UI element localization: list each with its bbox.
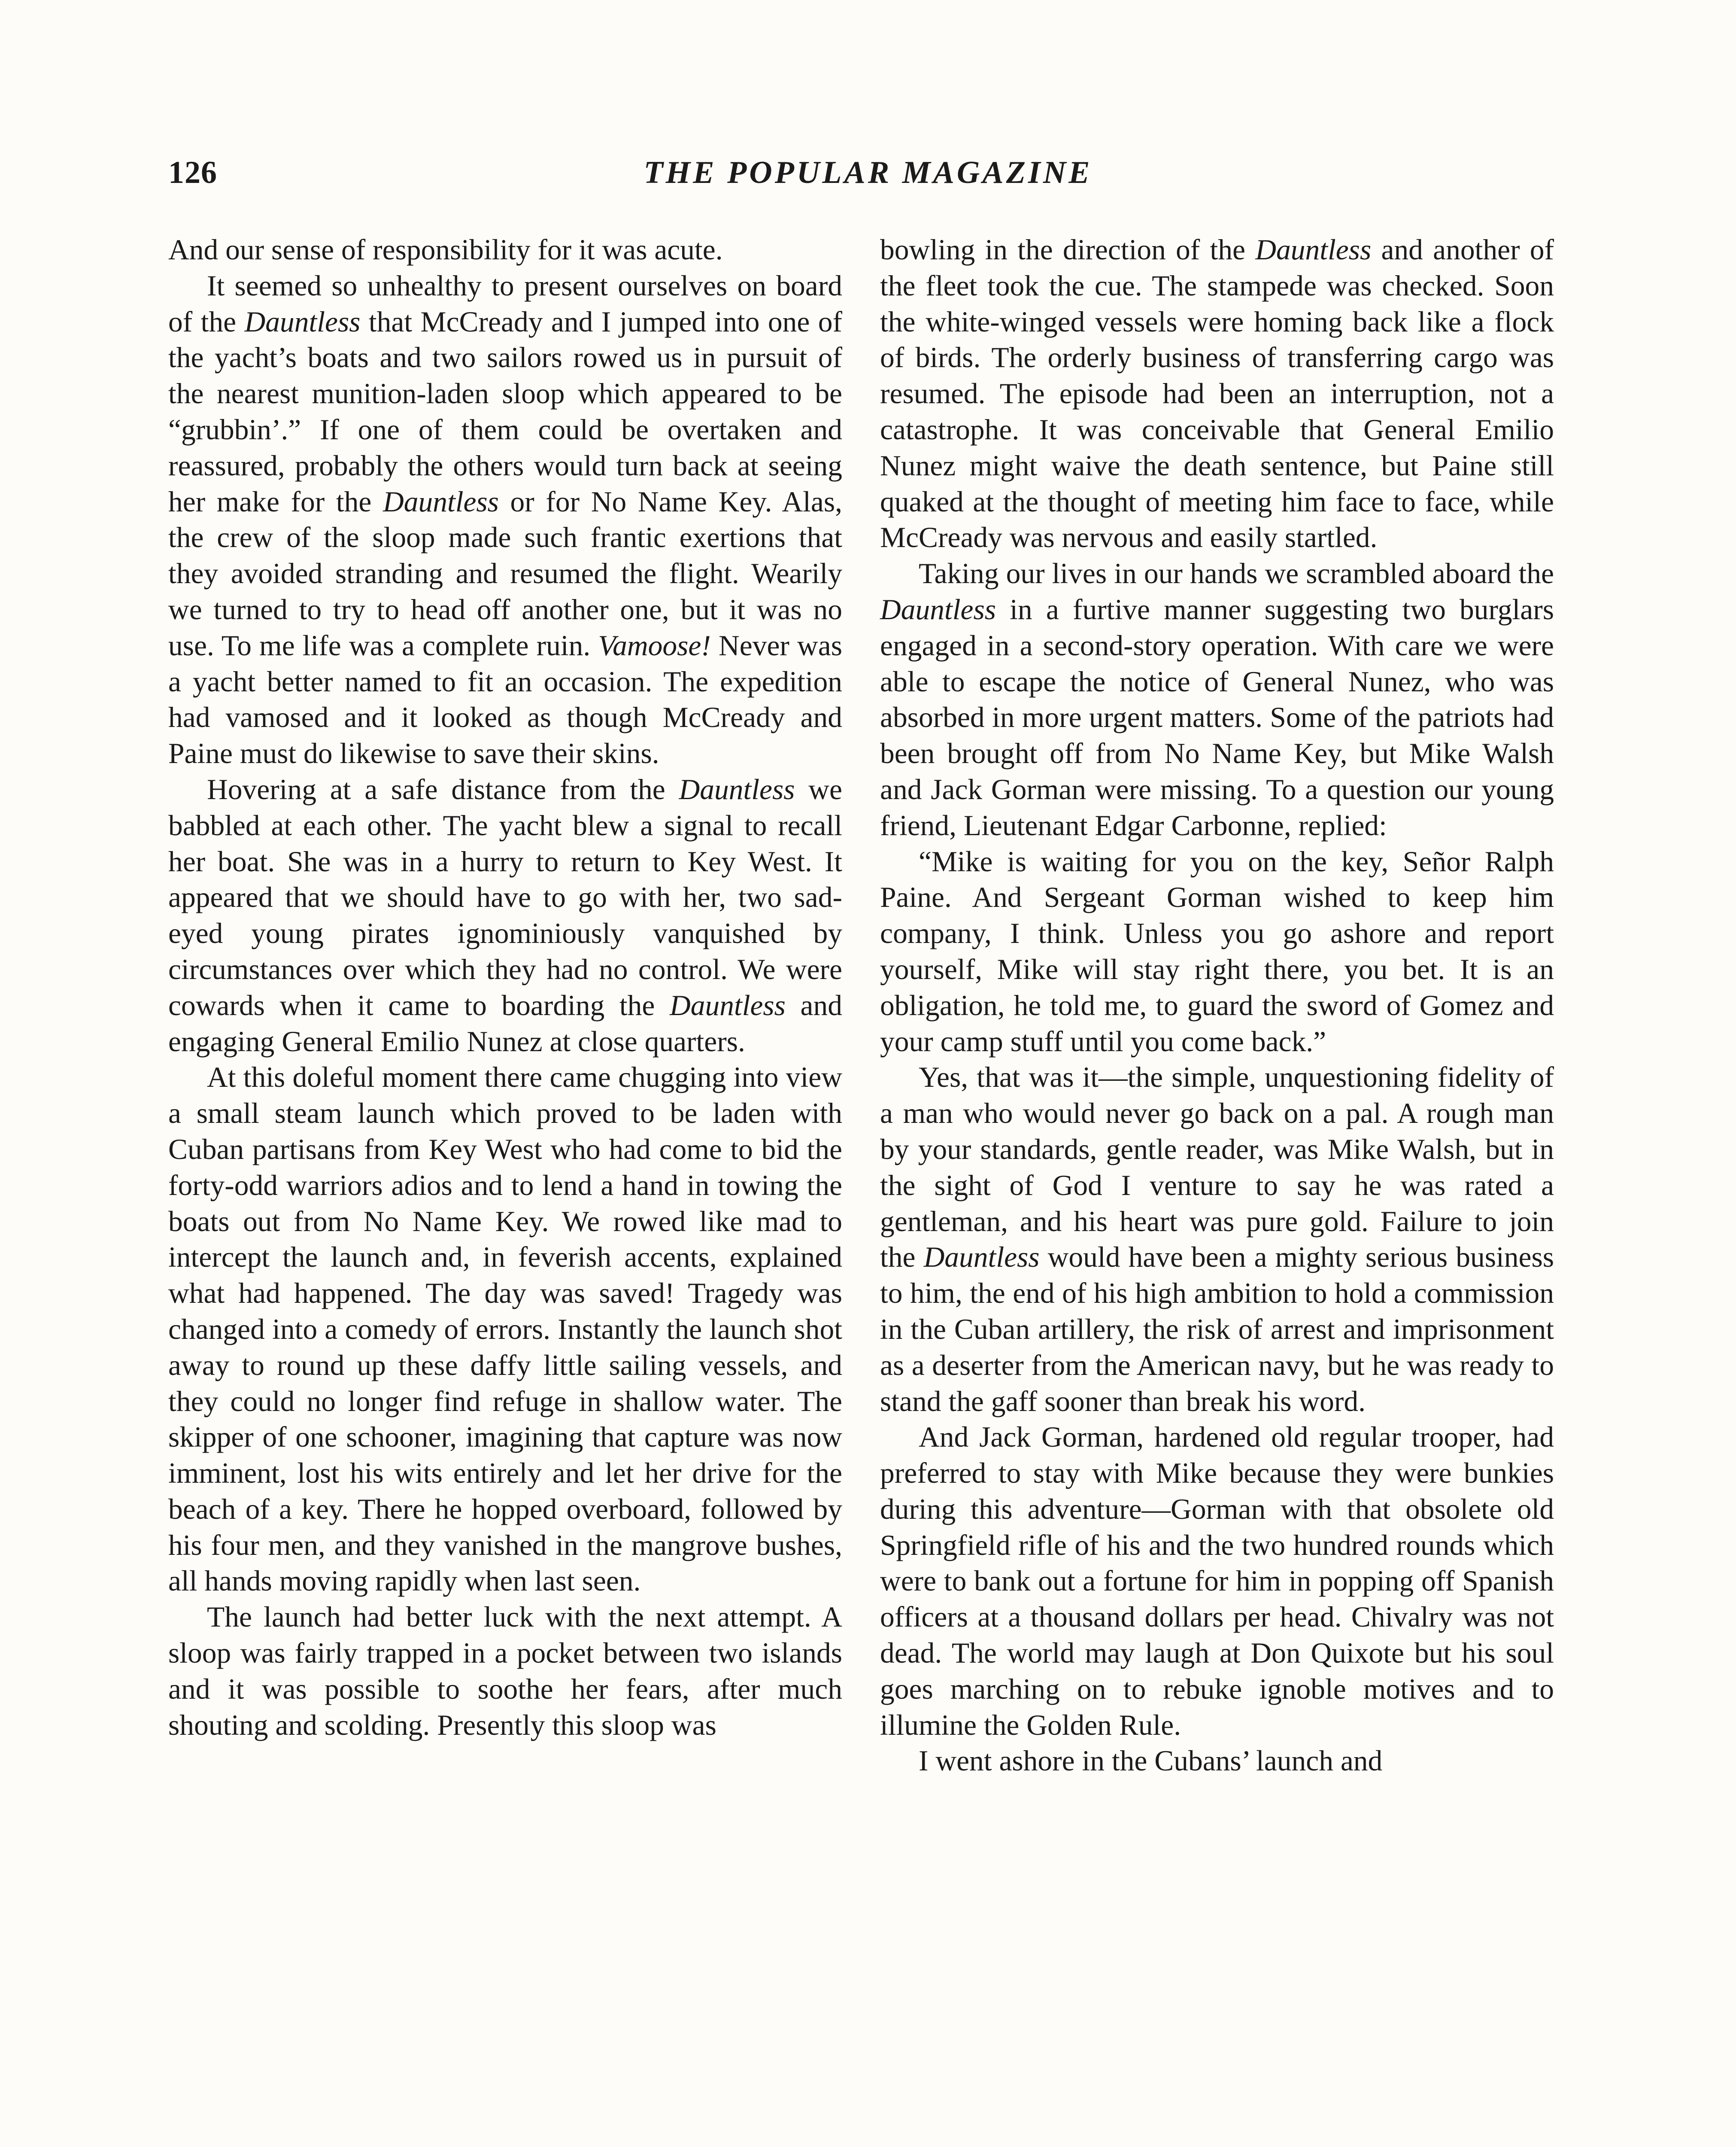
right-column (880, 232, 1554, 1779)
paragraph: At this doleful moment there came chugging into view a small steam launch which proved to be laden with Cuban partisans from Key West who had come to bid the forty-odd warriors adios and to lend a hand in towing the boats out from No Name Key. We rowed like mad to intercept the launch and, in feverish accents, explained what had happened. The day was saved! Tragedy was changed into a comedy of errors. Instantly the launch shot away to round up these daffy little sailing vessels, and they could no longer find refuge in shallow water. The skipper of one schooner, imagining that capture was now imminent, lost his wits entirely and let her drive for the beach of a key. There he hopped overboard, followed by his four men, and they vanished in the mangrove bushes, all hands moving rapidly when last seen. (168, 1061, 842, 1597)
paragraph: I went ashore in the Cubans’ launch and (919, 1745, 1383, 1777)
running-head-title: THE POPULAR MAGAZINE (643, 155, 1093, 190)
paragraph: And Jack Gorman, hardened old regular trooper, had preferred to stay with Mike because they were bunkies during this adventure—Gorman with that obsolete old Springfield rifle of his and the two hundred rounds which were to bank out a fortune for him in popping off Spanish officers at a thousand dollars per head. Chivalry was not dead. The world may laugh at Don Quixote but his soul goes marching on to rebuke ignoble motives and to illumine the Golden Rule. (880, 1421, 1554, 1741)
paragraph: Hovering at a safe distance from the Dauntless we babbled at each other. The yacht blew a signal to recall her boat. She was in a hurry to return to Key West. It appeared that we should have to go with her, two sad-eyed young pirates ignominiously vanquished by circumstances over which they had no control. We were cowards when it came to boarding the Dauntless and engaging General Emilio Nunez at close quarters. (168, 773, 842, 1058)
left-column (168, 232, 842, 1743)
paragraph: Yes, that was it—the simple, unquestioning fidelity of a man who would never go back on a pal. A rough man by your standards, gentle reader, was Mike Walsh, but in the sight of God I venture to say he was rated a gentleman, and his heart was pure gold. Failure to join the Dauntless would have been a mighty serious business to him, the end of his high ambition to hold a commission in the Cuban artillery, the risk of arrest and imprisonment as a deserter from the American navy, but he was ready to stand the gaff sooner than break his word. (880, 1061, 1554, 1417)
paragraph: Taking our lives in our hands we scrambled aboard the Dauntless in a furtive manner suggesting two burglars engaged in a second-story operation. With care we were able to escape the notice of General Nunez, who was absorbed in more urgent matters. Some of the patriots had been brought off from No Name Key, but Mike Walsh and Jack Gorman were missing. To a question our young friend, Lieutenant Edgar Carbonne, replied: (880, 557, 1554, 842)
paragraph: It seemed so unhealthy to present ourselves on board of the Dauntless that McCready and I jumped into one of the yacht’s boats and two sailors rowed us in pursuit of the nearest munition-laden sloop which appeared to be “grubbin’.” If one of them could be overtaken and reassured, probably the others would turn back at seeing her make for the Dauntless or for No Name Key. Alas, the crew of the sloop made such frantic exertions that they avoided stranding and resumed the flight. Wearily we turned to try to head off another one, but it was no use. To me life was a complete ruin. Vamoose! Never was a yacht better named to fit an occasion. The expedition had vamosed and it looked as though McCready and Paine must do likewise to save their skins. (168, 269, 842, 770)
paragraph: bowling in the direction of the Dauntless and another of the fleet took the cue. The stampede was checked. Soon the white-winged vessels were homing back like a flock of birds. The orderly business of transferring cargo was resumed. The episode had been an interruption, not a catastrophe. It was conceivable that General Emilio Nunez might waive the death sentence, but Paine still quaked at the thought of meeting him face to face, while McCready was nervous and easily startled. (880, 234, 1554, 554)
page-number: 126 (168, 155, 217, 190)
paragraph: The launch had better luck with the next attempt. A sloop was fairly trapped in a pocket between two islands and it was possible to soothe her fears, after much shouting and scolding. Presently this sloop was (168, 1601, 842, 1741)
paragraph: And our sense of responsibility for it was acute. (168, 234, 723, 266)
paragraph: “Mike is waiting for you on the key, Señor Ralph Paine. And Sergeant Gorman wished to keep him company, I think. Unless you go ashore and report yourself, Mike will stay right there, you bet. It is an obligation, he told me, to guard the sword of Gomez and your camp stuff until you come back.” (880, 845, 1554, 1058)
